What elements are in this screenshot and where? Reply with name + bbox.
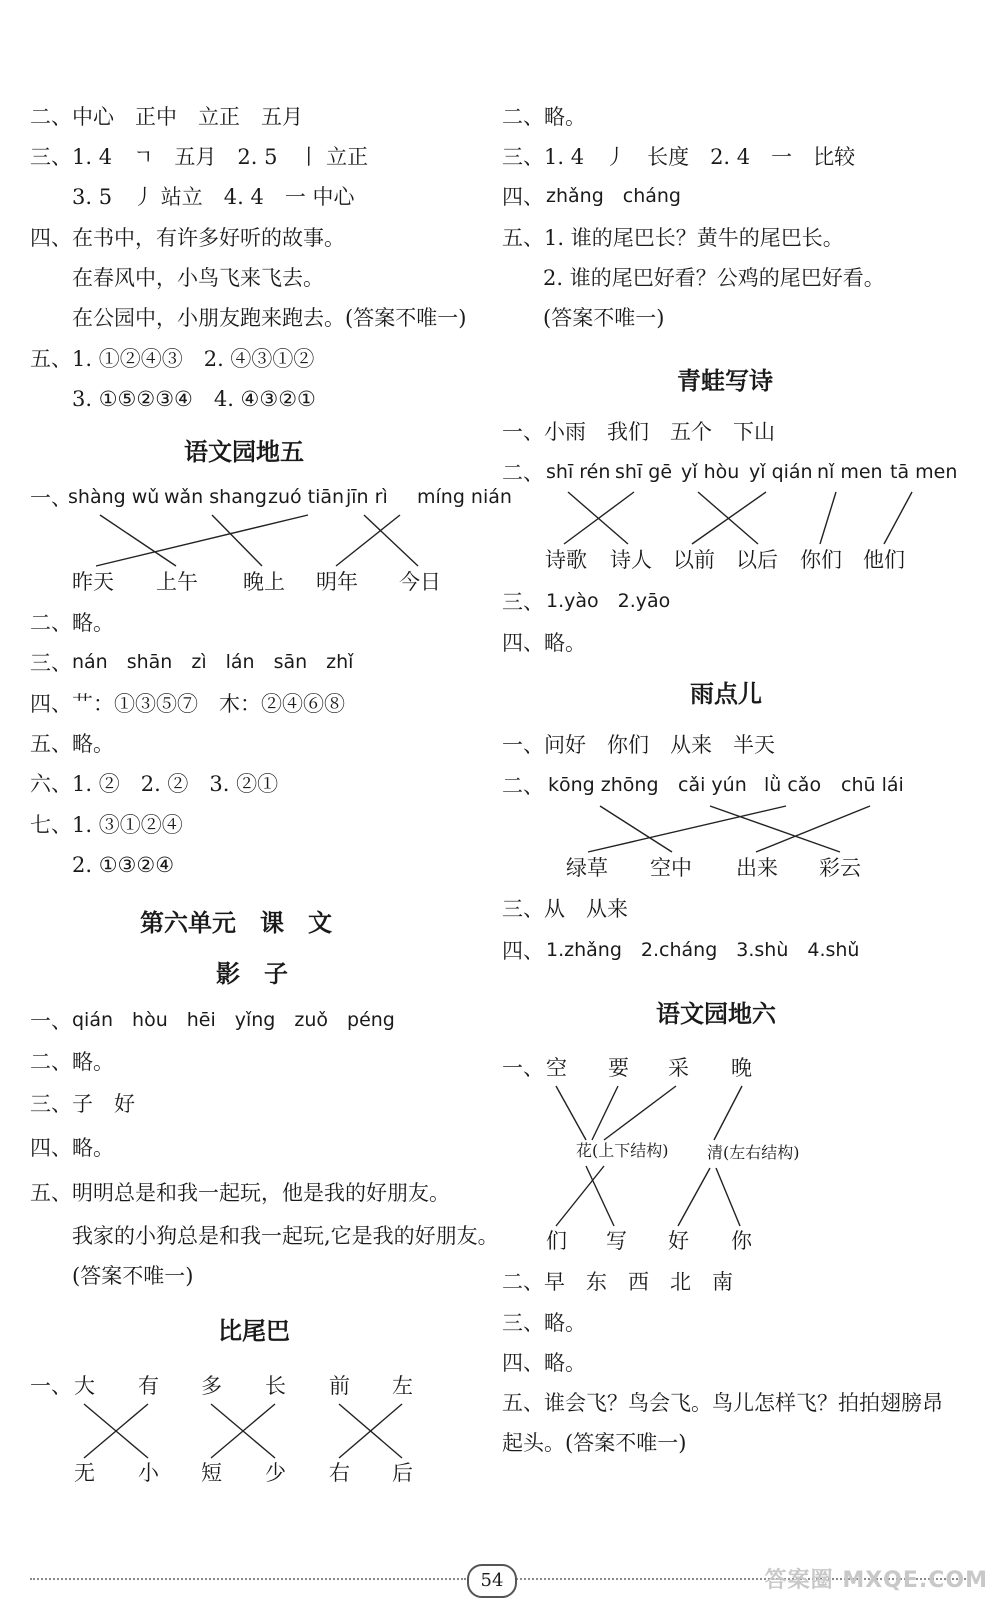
pinyin-item: shàng wǔ [68, 486, 160, 508]
pinyin-line: 1.yào 2.yāo [546, 590, 671, 612]
answer-line: 五、1. 谁的尾巴长？黄牛的尾巴长。 [502, 226, 844, 250]
structure-label: 清(左右结构) [707, 1143, 800, 1162]
match-word: 以前 [673, 548, 715, 572]
pinyin-item: yǐ qián [749, 461, 813, 483]
pinyin-item: míng nián [417, 486, 512, 508]
match-line [100, 515, 176, 566]
match-char: 后 [392, 1461, 413, 1485]
match-char: 左 [392, 1374, 413, 1398]
match-line [716, 1168, 740, 1226]
match-char: 晚 [731, 1056, 752, 1080]
answer-line: 四、略。 [502, 1351, 586, 1375]
answer-line: 三、1. 4 丿 长度 2. 4 一 比较 [502, 145, 856, 169]
pinyin-item: tā men [890, 461, 958, 483]
pinyin-line: zhǎng cháng [546, 185, 681, 207]
watermark: 答案圈 MXQE.COM [764, 1568, 988, 1593]
answer-line: 七、1. ③①②④ [30, 813, 183, 837]
answer-line: 我家的小狗总是和我一起玩,它是我的好朋友。 [72, 1224, 499, 1248]
section-heading: 青蛙写诗 [677, 367, 773, 395]
pinyin-item: chū lái [841, 774, 904, 796]
match-word: 他们 [863, 548, 905, 572]
match-char: 空 [546, 1056, 567, 1080]
pinyin-line: qián hòu hēi yǐng zuǒ péng [72, 1009, 395, 1031]
section-heading: 比尾巴 [218, 1317, 290, 1345]
answer-line: 一、问好 你们 从来 半天 [502, 733, 775, 757]
pinyin-item: cǎi yún [678, 774, 747, 796]
match-line [556, 1086, 586, 1140]
match-word: 空中 [650, 856, 692, 880]
question-prefix: 四、 [502, 939, 544, 963]
question-prefix: 一、 [30, 1009, 72, 1033]
structure-label: 花(上下结构) [576, 1141, 669, 1160]
pinyin-item: shī rén [546, 461, 611, 483]
answer-line: 五、略。 [30, 732, 114, 756]
match-word: 以后 [736, 548, 778, 572]
answer-line: 2. 谁的尾巴好看？公鸡的尾巴好看。 [543, 266, 885, 290]
footer-divider [30, 1578, 466, 1580]
match-char: 无 [74, 1461, 95, 1485]
section-heading: 语文园地五 [184, 438, 304, 466]
pinyin-item: lǜ cǎo [764, 774, 822, 796]
match-line [96, 515, 308, 566]
match-char: 前 [329, 1374, 350, 1398]
match-line [714, 1086, 742, 1140]
unit-heading: 第六单元 课 文 [140, 909, 332, 937]
match-word: 诗歌 [545, 548, 587, 572]
match-char: 们 [546, 1229, 567, 1253]
section-heading: 语文园地六 [656, 1000, 776, 1028]
answer-line: (答案不唯一) [543, 306, 665, 330]
match-line [600, 806, 672, 852]
pinyin-item: kōng zhōng [548, 774, 659, 796]
answer-line: 3. 5 丿 站立 4. 4 一 中心 [72, 185, 355, 209]
match-line [564, 492, 634, 544]
match-char: 短 [201, 1461, 222, 1485]
match-word: 晚上 [243, 570, 285, 594]
match-char: 小 [138, 1461, 159, 1485]
question-prefix: 二、 [502, 774, 544, 798]
match-char: 写 [606, 1229, 627, 1253]
answer-line: 在春风中，小鸟飞来飞去。 [72, 266, 324, 290]
answer-line: 五、明明总是和我一起玩，他是我的好朋友。 [30, 1181, 450, 1205]
match-line [556, 1166, 604, 1226]
question-prefix: 三、 [30, 651, 72, 675]
pinyin-item: yǐ hòu [681, 461, 740, 483]
pinyin-line: nán shān zì lán sān zhǐ [72, 651, 354, 673]
match-word: 昨天 [72, 570, 114, 594]
match-char: 长 [265, 1374, 286, 1398]
answer-line: 在公园中，小朋友跑来跑去。(答案不唯一) [72, 306, 467, 330]
pinyin-item: nǐ men [817, 461, 883, 483]
pinyin-item: zuó tiān [268, 486, 345, 508]
question-prefix: 四、 [502, 185, 544, 209]
answer-line: 六、1. ② 2. ② 3. ②① [30, 772, 279, 796]
question-prefix: 一、 [30, 486, 72, 510]
match-line [678, 1168, 710, 1226]
match-char: 少 [265, 1461, 286, 1485]
answer-line: 四、略。 [30, 1136, 114, 1160]
answer-line: 五、谁会飞？鸟会飞。鸟儿怎样飞？拍拍翅膀昂 [502, 1391, 943, 1415]
match-char: 采 [668, 1056, 689, 1080]
match-word: 彩云 [819, 856, 861, 880]
match-char: 多 [201, 1374, 222, 1398]
answer-line: 起头。(答案不唯一) [502, 1431, 687, 1455]
match-line [820, 492, 836, 544]
answer-line: 四、略。 [502, 631, 586, 655]
answer-line: 2. ①③②④ [72, 853, 175, 877]
answer-line: 三、从 从来 [502, 897, 628, 921]
answer-line: 二、略。 [30, 611, 114, 635]
question-prefix: 一、 [30, 1374, 72, 1398]
match-char: 要 [608, 1056, 629, 1080]
answer-line: 五、1. ①②④③ 2. ④③①② [30, 347, 315, 371]
question-prefix: 三、 [502, 590, 544, 614]
pinyin-line: 1.zhǎng 2.cháng 3.shù 4.shǔ [546, 939, 860, 961]
answer-line: 3. ①⑤②③④ 4. ④③②① [72, 387, 316, 411]
match-word: 绿草 [566, 856, 608, 880]
match-line [586, 1166, 614, 1226]
match-line [710, 806, 840, 852]
pinyin-item: wǎn shang [164, 486, 267, 508]
section-heading: 雨点儿 [690, 680, 762, 708]
answer-line: 一、小雨 我们 五个 下山 [502, 420, 775, 444]
match-word: 诗人 [610, 548, 652, 572]
match-char: 右 [329, 1461, 350, 1485]
answer-line: 二、早 东 西 北 南 [502, 1270, 733, 1294]
match-line [692, 492, 766, 544]
match-char: 有 [138, 1374, 159, 1398]
question-prefix: 二、 [502, 461, 544, 485]
match-line [884, 492, 912, 544]
page-number: 54 [467, 1564, 517, 1598]
answer-line: 四、艹：①③⑤⑦ 木：②④⑥⑧ [30, 692, 345, 716]
match-line [588, 806, 786, 852]
answer-line: 三、子 好 [30, 1092, 135, 1116]
match-word: 上午 [156, 570, 198, 594]
question-prefix: 一、 [502, 1056, 544, 1080]
match-char: 好 [668, 1229, 689, 1253]
match-char: 你 [731, 1229, 752, 1253]
answer-line: 二、略。 [30, 1050, 114, 1074]
section-heading: 影 子 [216, 960, 288, 988]
match-word: 明年 [316, 570, 358, 594]
answer-line: 四、在书中，有许多好听的故事。 [30, 226, 345, 250]
answer-line: (答案不唯一) [72, 1264, 194, 1288]
match-char: 大 [74, 1374, 95, 1398]
match-line [212, 515, 262, 566]
answer-line: 二、中心 正中 立正 五月 [30, 105, 303, 129]
match-word: 你们 [800, 548, 842, 572]
answer-line: 三、1. 4 ㄱ 五月 2. 5 丨 立正 [30, 145, 369, 169]
pinyin-item: shī gē [615, 461, 673, 483]
match-word: 出来 [736, 856, 778, 880]
pinyin-item: jīn rì [346, 486, 388, 508]
match-word: 今日 [399, 570, 441, 594]
answer-line: 二、略。 [502, 105, 586, 129]
answer-line: 三、略。 [502, 1311, 586, 1335]
